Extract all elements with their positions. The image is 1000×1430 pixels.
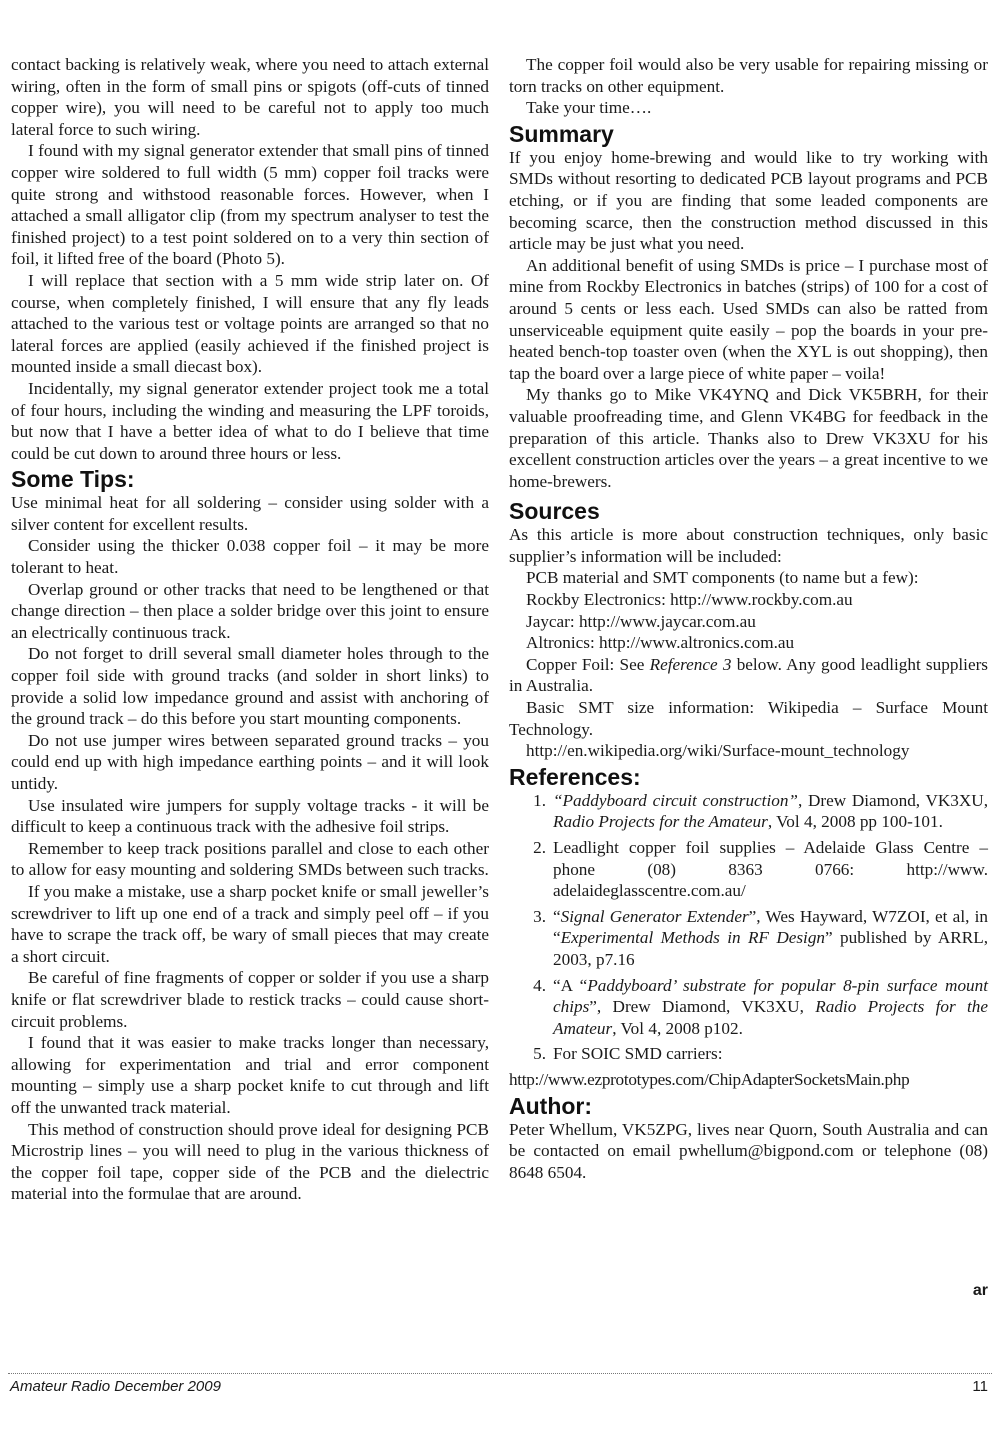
reference-item: [509, 1043, 988, 1065]
reference-number: 2.: [533, 838, 546, 857]
reference-text: For SOIC SMD carriers:: [553, 1044, 723, 1064]
summary-paragraph: My thanks go to Mike VK4YNQ and Dick VK5BRH, for their valuable proofreading time, and Glenn VK4BG for feedback in the preparation of this article. Thanks also to Drew VK3XU for his excellent construction articles over the years – a great incentive to we home-brewers.: [509, 385, 988, 491]
footer-divider: [8, 1373, 992, 1374]
reference-publication: Radio Projects for the Amateur: [553, 997, 988, 1038]
source-url: http://en.wikipedia.org/wiki/Surface-mount_technology: [526, 741, 910, 761]
tip-paragraph: Remember to keep track positions parallel and close to each other to allow for easy mounting and soldering SMDs between such tracks.: [11, 838, 489, 880]
source-text: Copper Foil: See: [526, 654, 650, 674]
reference-publication: Experimental Methods in RF Design: [560, 928, 826, 948]
reference-part: ”, Wes Hayward, W7ZOI, et al, in “: [553, 906, 988, 948]
tip-paragraph: Do not use jumper wires between separated ground tracks – you could end up with high impedance earthing points – and it will look untidy.: [11, 730, 489, 793]
tip-paragraph: Be careful of fine fragments of copper or solder if you use a sharp knife or flat screwdriver blade to restick tracks – could cause short-circuit problems.: [11, 968, 489, 1031]
reference-number: 1.: [533, 790, 546, 810]
tip-paragraph: Overlap ground or other tracks that need to be lengthened or that change direction – then place a solder bridge over this joint to ensure an electrically continuous track.: [11, 579, 489, 642]
reference-number: 4.: [533, 975, 546, 995]
reference-text: Leadlight copper foil supplies – Adelaide Glass Centre – phone (08) 8363 0766: http://www. adelaideglasscentre.com.au/: [553, 838, 988, 901]
end-of-article-mark: ar: [972, 1282, 988, 1299]
reference-text: [546, 790, 988, 833]
reference-title: Signal Generator Extender: [560, 906, 749, 926]
reference-url: http://www.ezprototypes.com/ChipAdapterSocketsMain.php: [509, 1069, 910, 1089]
reference-link: Reference 3: [649, 654, 732, 674]
reference-text: [546, 906, 988, 971]
publication-title: Amateur Radio December 2009: [10, 1378, 221, 1395]
source-item: PCB material and SMT components (to name but a few):: [526, 568, 919, 588]
reference-part: , Vol 4, 2008 p102.: [612, 1018, 743, 1038]
body-paragraph: The copper foil would also be very usable for repairing missing or torn tracks on other equipment.: [509, 55, 988, 96]
author-heading: Author:: [509, 1092, 593, 1119]
reference-part: ” published by ARRL, 2003, p7.16: [553, 928, 989, 969]
tip-paragraph: If you make a mistake, use a sharp pocket knife or small jeweller’s screwdriver to lift up one end of a track and simply peel off – if you have to scrape the track off, be wary of small pieces that may create a short circuit.: [11, 881, 489, 966]
source-item: Jaycar: http://www.jaycar.com.au: [526, 611, 756, 631]
source-text: below. Any good leadlight suppliers in Australia.: [509, 654, 988, 696]
reference-item: [509, 837, 988, 902]
tip-paragraph: Consider using the thicker 0.038 copper foil – it may be more tolerant to heat.: [11, 536, 489, 578]
reference-item: [509, 975, 988, 1040]
reference-part: , Drew Diamond, VK3XU,: [797, 790, 989, 810]
reference-part: “A “: [553, 975, 588, 995]
source-item: Basic SMT size information: Wikipedia – Surface Mount Technology.: [509, 698, 988, 739]
sources-intro: As this article is more about construction techniques, only basic supplier’s information will be included:: [509, 525, 988, 566]
summary-heading: Summary: [509, 120, 614, 147]
reference-number: 5.: [533, 1044, 546, 1064]
summary-paragraph: If you enjoy home-brewing and would like to try working with SMDs without resorting to dedicated PCB layout programs and PCB etching, or if you are finding that some leaded components are becoming scarce, then the construction method discussed in this article may be just what you need.: [509, 147, 988, 254]
reference-publication: Radio Projects for the Amateur: [553, 812, 768, 832]
author-paragraph: Peter Whellum, VK5ZPG, lives near Quorn, South Australia and can be contacted on email pwhellum@bigpond.com or telephone (08) 8648 6504.: [509, 1119, 988, 1182]
page-footer: [10, 1378, 988, 1395]
left-column: [11, 54, 489, 1205]
page-number: 11: [972, 1378, 988, 1395]
sources-heading: Sources: [509, 498, 600, 525]
reference-title: Paddyboard’ substrate for popular 8-pin surface mount chips: [553, 975, 988, 1017]
reference-title: “Paddyboard circuit construction”: [553, 790, 798, 810]
source-item-copper-foil: [509, 654, 988, 697]
tip-paragraph: Do not forget to drill several small diameter holes through to the copper foil side with ground tracks (and solder in short links) to provide a solid low impedance ground and assist with anchoring of the ground track – do this before you start mounting components.: [11, 644, 489, 729]
reference-part: “: [553, 906, 561, 926]
reference-item: [509, 790, 988, 833]
right-column: [509, 54, 988, 1183]
reference-number: 3.: [533, 906, 546, 926]
body-paragraph: I found with my signal generator extender that small pins of tinned copper wire soldered to full width (5 mm) copper foil tracks were quite strong and withstood reasonable forces. However, when I attached a small alligator clip (from my spectrum analyser to test the finished project) to a test point soldered on to a very thin section of foil, it lifted free of the board (Photo 5).: [11, 141, 489, 269]
body-paragraph: I will replace that section with a 5 mm wide strip later on. Of course, when completely finished, I will ensure that any fly leads attached to the various test or voltage points are arranged so that no lateral forces are applied (easily achieved if the finished project is mounted inside a small diecast box).: [11, 270, 489, 377]
tip-paragraph: I found that it was easier to make tracks longer than necessary, allowing for experimentation and trial and error component mounting – simply use a sharp pocket knife to cut through and lift off the unwanted track material.: [11, 1033, 489, 1117]
body-paragraph: contact backing is relatively weak, where you need to attach external wiring, often in the form of small pins or spigots (off-cuts of tinned copper wire), you will need to be careful not to apply too much lateral force to such wiring.: [11, 55, 489, 139]
tip-paragraph: Use insulated wire jumpers for supply voltage tracks - it will be difficult to keep a continuous track with the adhesive foil strips.: [11, 795, 489, 837]
body-paragraph: Incidentally, my signal generator extender project took me a total of four hours, including the winding and measuring the LPF toroids, but now that I have a better idea of what to do I believe that time could be cut down to around three hours or less.: [11, 378, 489, 463]
tips-heading: Some Tips:: [11, 466, 135, 493]
source-item: Altronics: http://www.altronics.com.au: [526, 633, 795, 653]
references-heading: References:: [509, 763, 641, 790]
reference-part: , Vol 4, 2008 pp 100-101.: [767, 812, 943, 832]
tip-paragraph: Use minimal heat for all soldering – consider using solder with a silver content for excellent results.: [11, 493, 489, 534]
reference-item: [509, 906, 988, 971]
tip-paragraph: This method of construction should prove ideal for designing PCB Microstrip lines – you will need to plug in the various thickness of the copper foil tape, copper side of the PCB and the dielectric material into the formulae that are around.: [11, 1119, 489, 1204]
source-item: Rockby Electronics: http://www.rockby.com.au: [526, 590, 853, 610]
reference-text: [546, 975, 988, 1040]
body-paragraph: Take your time….: [526, 98, 652, 118]
summary-paragraph: An additional benefit of using SMDs is price – I purchase most of mine from Rockby Electronics in batches (strips) of 100 for a cost of around 5 cents or less each. Used SMDs can also be ratted from unserviceable equipment quite easily – pop the boards in your pre-heated bench-top toaster oven (when the XYL is out shopping), then tap the board over a large piece of white paper – voila!: [509, 255, 988, 383]
reference-part: ”, Drew Diamond, VK3XU,: [589, 997, 816, 1017]
